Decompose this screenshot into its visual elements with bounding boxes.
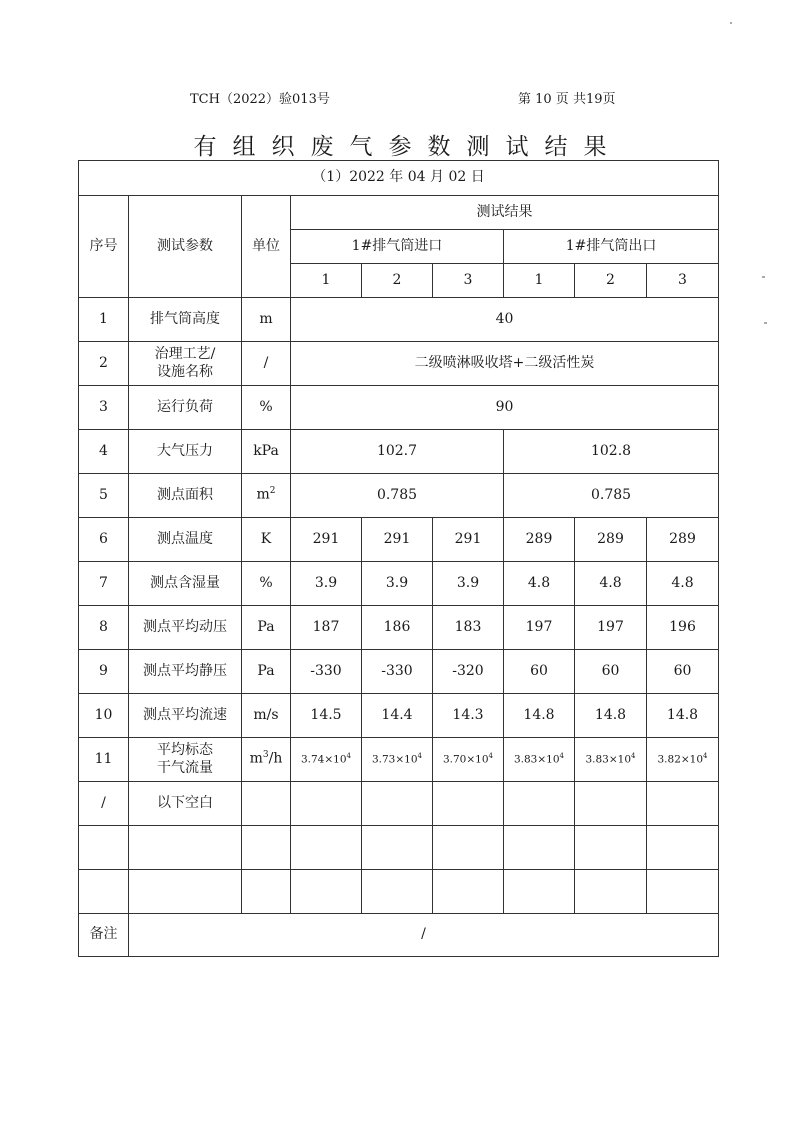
value-cell: 291	[291, 518, 362, 562]
unit-base: m	[249, 751, 263, 768]
empty-cell	[129, 870, 242, 914]
table-row	[79, 342, 719, 386]
row-seq: 10	[79, 694, 129, 738]
row-param: 测点面积	[129, 474, 242, 518]
header-seq: 序号	[79, 196, 129, 298]
table-row	[79, 738, 719, 782]
unit-tail: /h	[268, 751, 283, 768]
header-run: 2	[362, 264, 433, 298]
value-cell: -330	[362, 650, 433, 694]
value-cell: 60	[647, 650, 719, 694]
value-cell: 3.9	[291, 562, 362, 606]
table-row	[79, 870, 719, 914]
value-cell: 4.8	[504, 562, 575, 606]
header-unit: 单位	[242, 196, 291, 298]
unit-superscript: 2	[269, 486, 276, 497]
empty-cell	[647, 782, 719, 826]
row-param: 运行负荷	[129, 386, 242, 430]
value-cell: 289	[575, 518, 647, 562]
empty-cell	[291, 870, 362, 914]
row-unit: Pa	[242, 650, 291, 694]
value-cell: -330	[291, 650, 362, 694]
header-run: 1	[504, 264, 575, 298]
table-row	[79, 298, 719, 342]
value-cell: 291	[433, 518, 504, 562]
header-inlet: 1#排气筒进口	[291, 230, 504, 264]
empty-cell	[433, 870, 504, 914]
outlet-value: 102.8	[504, 430, 719, 474]
row-param: 测点平均动压	[129, 606, 242, 650]
row-unit: %	[242, 562, 291, 606]
value-cell	[647, 738, 719, 782]
empty-cell	[575, 826, 647, 870]
row-merged-value: 二级喷淋吸收塔+二级活性炭	[291, 342, 719, 386]
value-cell: 289	[504, 518, 575, 562]
row-param: 测点平均流速	[129, 694, 242, 738]
value-cell: 197	[575, 606, 647, 650]
header-run: 1	[291, 264, 362, 298]
table-row	[79, 474, 719, 518]
header-run: 3	[433, 264, 504, 298]
row-param	[129, 342, 242, 386]
value-cell: 289	[647, 518, 719, 562]
empty-cell	[647, 826, 719, 870]
value-cell: 197	[504, 606, 575, 650]
empty-cell	[291, 782, 362, 826]
remark-label: 备注	[79, 914, 129, 957]
empty-cell	[79, 826, 129, 870]
row-seq: 1	[79, 298, 129, 342]
row-seq: 4	[79, 430, 129, 474]
row-unit: K	[242, 518, 291, 562]
row-param-line: 治理工艺/	[154, 346, 216, 362]
row-seq: 3	[79, 386, 129, 430]
row-param: 排气筒高度	[129, 298, 242, 342]
row-merged-value: 40	[291, 298, 719, 342]
row-seq: 9	[79, 650, 129, 694]
sci-exponent: 4	[417, 752, 422, 761]
value-cell: 4.8	[575, 562, 647, 606]
date-line: （1）2022 年 04 月 02 日	[79, 161, 719, 196]
value-cell	[575, 738, 647, 782]
row-seq: 6	[79, 518, 129, 562]
row-unit: %	[242, 386, 291, 430]
value-cell: 3.9	[433, 562, 504, 606]
sci-base: 3.73×10	[371, 753, 418, 766]
table-row	[79, 562, 719, 606]
row-seq: 11	[79, 738, 129, 782]
table-row	[79, 650, 719, 694]
results-table	[78, 160, 719, 957]
sci-exponent: 4	[346, 752, 351, 761]
value-cell: 186	[362, 606, 433, 650]
header-run: 2	[575, 264, 647, 298]
value-cell: -320	[433, 650, 504, 694]
row-unit	[242, 474, 291, 518]
value-cell	[504, 738, 575, 782]
scan-speck	[730, 22, 732, 24]
empty-cell	[242, 826, 291, 870]
row-unit: m/s	[242, 694, 291, 738]
empty-cell	[362, 782, 433, 826]
sci-exponent: 4	[631, 752, 636, 761]
row-seq: 7	[79, 562, 129, 606]
table-row	[79, 430, 719, 474]
scan-speck	[764, 322, 767, 324]
remarks-row	[79, 914, 719, 957]
row-param-line: 干气流量	[157, 759, 213, 776]
empty-cell	[433, 826, 504, 870]
sci-base: 3.83×10	[513, 753, 560, 766]
header-results: 测试结果	[291, 196, 719, 230]
value-cell: 196	[647, 606, 719, 650]
table-row	[79, 518, 719, 562]
table-row	[79, 782, 719, 826]
value-cell: 4.8	[647, 562, 719, 606]
value-cell: 14.5	[291, 694, 362, 738]
value-cell	[433, 738, 504, 782]
value-cell: 14.8	[575, 694, 647, 738]
row-param: 测点平均静压	[129, 650, 242, 694]
empty-cell	[504, 782, 575, 826]
empty-cell	[575, 782, 647, 826]
scan-speck	[762, 276, 765, 278]
value-cell: 187	[291, 606, 362, 650]
value-cell	[362, 738, 433, 782]
row-unit: Pa	[242, 606, 291, 650]
empty-cell	[504, 826, 575, 870]
header-param: 测试参数	[129, 196, 242, 298]
sci-base: 3.70×10	[442, 753, 489, 766]
row-unit: /	[242, 342, 291, 386]
empty-cell	[242, 870, 291, 914]
value-cell: 14.4	[362, 694, 433, 738]
row-merged-value: 90	[291, 386, 719, 430]
inlet-value: 0.785	[291, 474, 504, 518]
empty-cell	[575, 870, 647, 914]
empty-cell	[647, 870, 719, 914]
page-info: 第 10 页 共19页	[518, 92, 616, 107]
row-seq: 5	[79, 474, 129, 518]
sci-exponent: 4	[559, 752, 564, 761]
outlet-value: 0.785	[504, 474, 719, 518]
sci-base: 3.82×10	[657, 753, 704, 766]
report-number: TCH（2022）验013号	[190, 92, 330, 107]
empty-cell	[504, 870, 575, 914]
table-row	[79, 826, 719, 870]
empty-cell	[362, 870, 433, 914]
table-row	[79, 694, 719, 738]
page-title: 有组织废气参数测试结果	[193, 134, 623, 160]
row-seq: /	[79, 782, 129, 826]
value-cell: 183	[433, 606, 504, 650]
sci-base: 3.83×10	[585, 753, 632, 766]
empty-cell	[129, 826, 242, 870]
empty-cell	[79, 870, 129, 914]
unit-superscript: 3	[262, 750, 269, 761]
row-param-line: 平均标态	[157, 742, 213, 758]
empty-cell	[291, 826, 362, 870]
header-run: 3	[647, 264, 719, 298]
table-row	[79, 606, 719, 650]
value-cell: 14.8	[647, 694, 719, 738]
row-param	[129, 738, 242, 782]
row-seq: 8	[79, 606, 129, 650]
row-param: 测点含湿量	[129, 562, 242, 606]
value-cell: 14.8	[504, 694, 575, 738]
value-cell: 291	[362, 518, 433, 562]
value-cell: 3.9	[362, 562, 433, 606]
unit-base: m	[256, 487, 270, 504]
row-param: 测点温度	[129, 518, 242, 562]
value-cell: 60	[504, 650, 575, 694]
sci-exponent: 4	[488, 752, 493, 761]
inlet-value: 102.7	[291, 430, 504, 474]
empty-cell	[433, 782, 504, 826]
row-param-line: 设施名称	[157, 363, 213, 380]
value-cell	[291, 738, 362, 782]
row-param: 以下空白	[129, 782, 242, 826]
sci-exponent: 4	[703, 752, 708, 761]
row-unit: kPa	[242, 430, 291, 474]
row-seq: 2	[79, 342, 129, 386]
value-cell: 14.3	[433, 694, 504, 738]
row-unit: m	[242, 298, 291, 342]
empty-cell	[362, 826, 433, 870]
row-unit	[242, 738, 291, 782]
sci-base: 3.74×10	[300, 753, 347, 766]
table-row	[79, 386, 719, 430]
remark-value: /	[129, 914, 719, 957]
value-cell: 60	[575, 650, 647, 694]
row-param: 大气压力	[129, 430, 242, 474]
header-outlet: 1#排气筒出口	[504, 230, 719, 264]
empty-cell	[242, 782, 291, 826]
